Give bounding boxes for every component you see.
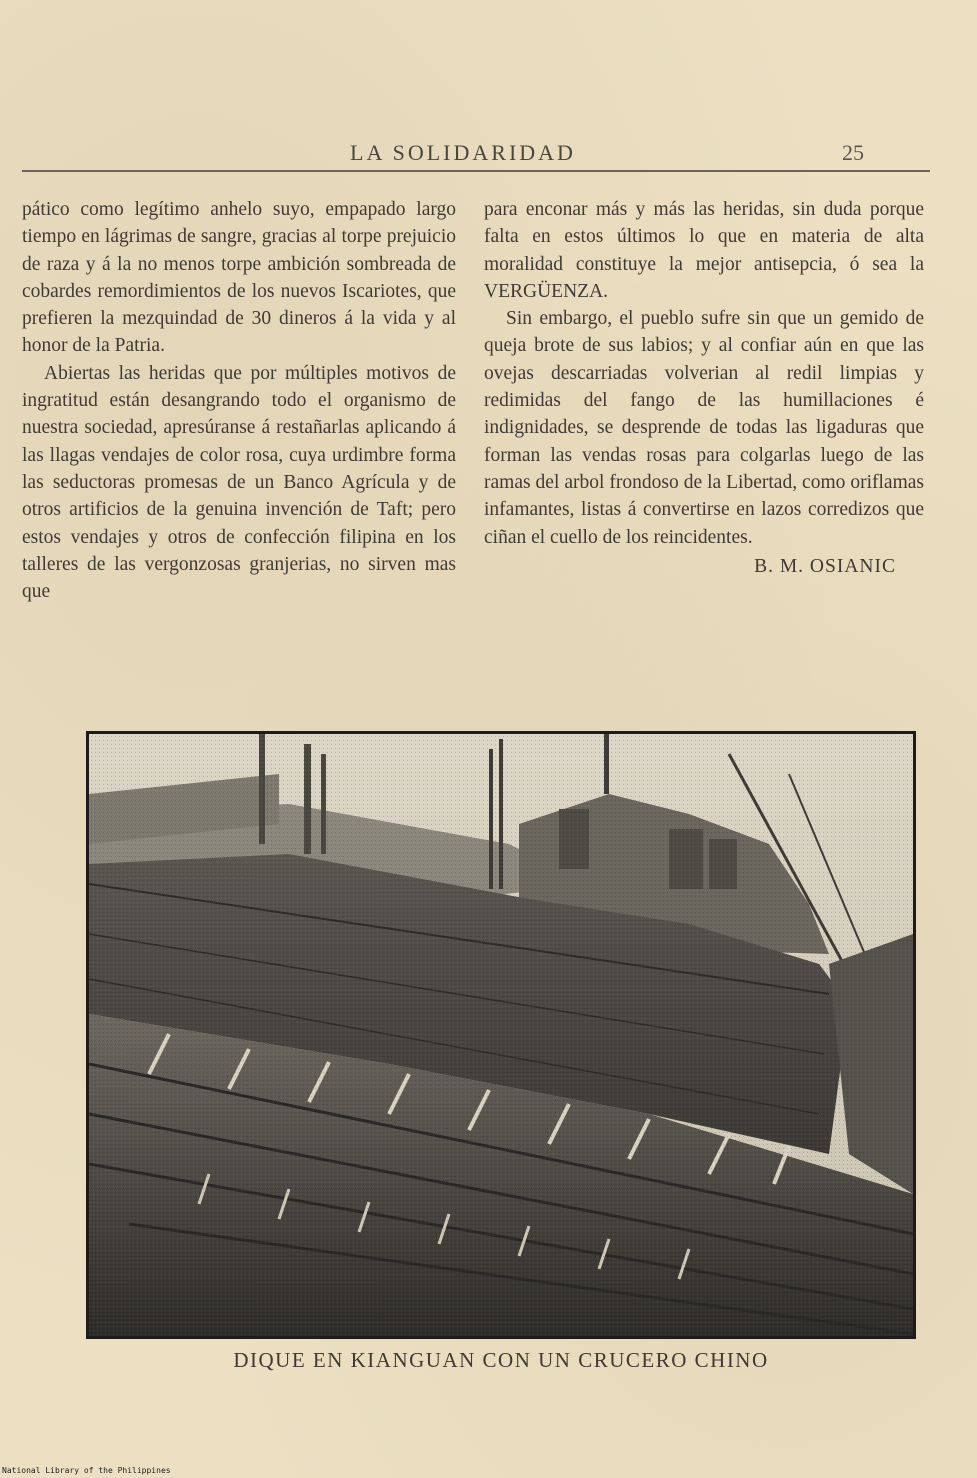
author-signature: B. M. OSIANIC	[754, 555, 896, 577]
photograph-image	[89, 734, 913, 1336]
journal-title: LA SOLIDARIDAD	[350, 140, 576, 165]
article-left-column	[22, 196, 456, 605]
photo-caption: DIQUE EN KIANGUAN CON UN CRUCERO CHINO	[233, 1348, 769, 1372]
paragraph: Sin embargo, el pueblo sufre sin que un gemido de queja brote de sus labios; y al confiar aún en que las ovejas descarriadas volverian al redil limpias y redimidas del fango de las humillaciones é indignidades, se desprende de todas las ligaduras que forman las vendas rosas para colgarlas luego de las ramas del arbol frondoso de la Libertad, como oriflamas infamantes, listas á convertirse en lazos corredizos que ciñan el cuello de los reincidentes.	[484, 308, 924, 548]
paragraph: pático como legítimo anhelo suyo, empapado largo tiempo en lágrimas de sangre, gracias al torpe prejuicio de raza y á la no menos torpe ambición sombreada de cobardes remordimientos de los nuevos Iscariotes, que prefieren la mezquindad de 30 dineros á la vida y al honor de la Patria.	[22, 199, 456, 357]
paragraph: para enconar más y más las heridas, sin duda porque falta en estos últimos lo que en materia de alta moralidad constituye la mejor antisepcia, ó sea la VERGÜENZA.	[484, 199, 924, 302]
running-head	[0, 140, 977, 170]
library-credit: National Library of the Philippines	[2, 1466, 171, 1475]
dry-dock-photograph	[86, 731, 916, 1339]
header-rule	[22, 170, 930, 172]
page-number: 25	[842, 140, 864, 165]
paragraph: Abiertas las heridas que por múltiples motivos de ingratitud están desangrando todo el organismo de nuestra sociedad, apresúranse á restañarlas aplicando á las llagas vendajes de color rosa, cuya urdimbre forma las seductoras promesas de un Banco Agrícula y de otros artificios de la genuina invención de Taft; pero estos vendajes y otros de confección filipina en los talleres de las vergonzosas granjerias, no sirven mas que	[22, 362, 456, 603]
article-right-column	[484, 196, 924, 580]
